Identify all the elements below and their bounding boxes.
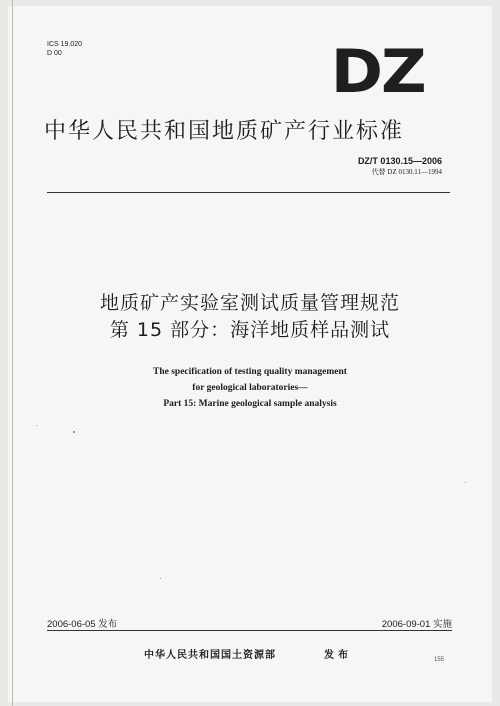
page-number: 155 xyxy=(434,657,445,663)
title-zh-line1: 地质矿产实验室测试质量管理规范 xyxy=(99,292,400,314)
page-edge-line xyxy=(12,0,13,706)
ccs-code: D 00 xyxy=(47,50,62,57)
standard-number-block xyxy=(358,156,442,177)
title-zh-line2: 第 15 部分：海洋地质样品测试 xyxy=(109,319,391,341)
issue-word: 发布 xyxy=(324,650,352,661)
publish-date: 2006-06-05 发布 xyxy=(47,619,118,630)
ics-code: ICS 19.020 xyxy=(47,41,83,48)
replaces-standard: 代替 DZ 0130.11—1994 xyxy=(371,168,442,176)
scan-speck xyxy=(36,425,37,426)
scan-speck xyxy=(465,482,466,483)
top-divider xyxy=(47,192,450,193)
title-en-line2: for geological laboratories— xyxy=(192,383,308,393)
classification-codes xyxy=(47,40,82,58)
scan-speck xyxy=(160,578,161,579)
title-en-line3: Part 15: Marine geological sample analysis xyxy=(163,399,337,409)
scan-speck xyxy=(73,431,75,433)
document-page xyxy=(8,6,492,702)
logo-text: DZ xyxy=(330,37,425,107)
standard-number: DZ/T 0130.15—2006 xyxy=(357,156,442,166)
title-en-line1: The specification of testing quality management xyxy=(153,367,347,377)
issuing-authority: 中华人民共和国国土资源部 xyxy=(144,650,276,661)
bottom-divider xyxy=(47,630,452,631)
effective-date: 2006-09-01 实施 xyxy=(381,619,452,630)
main-title: 中华人民共和国地质矿产行业标准 xyxy=(44,119,405,144)
dz-logo xyxy=(330,37,425,107)
